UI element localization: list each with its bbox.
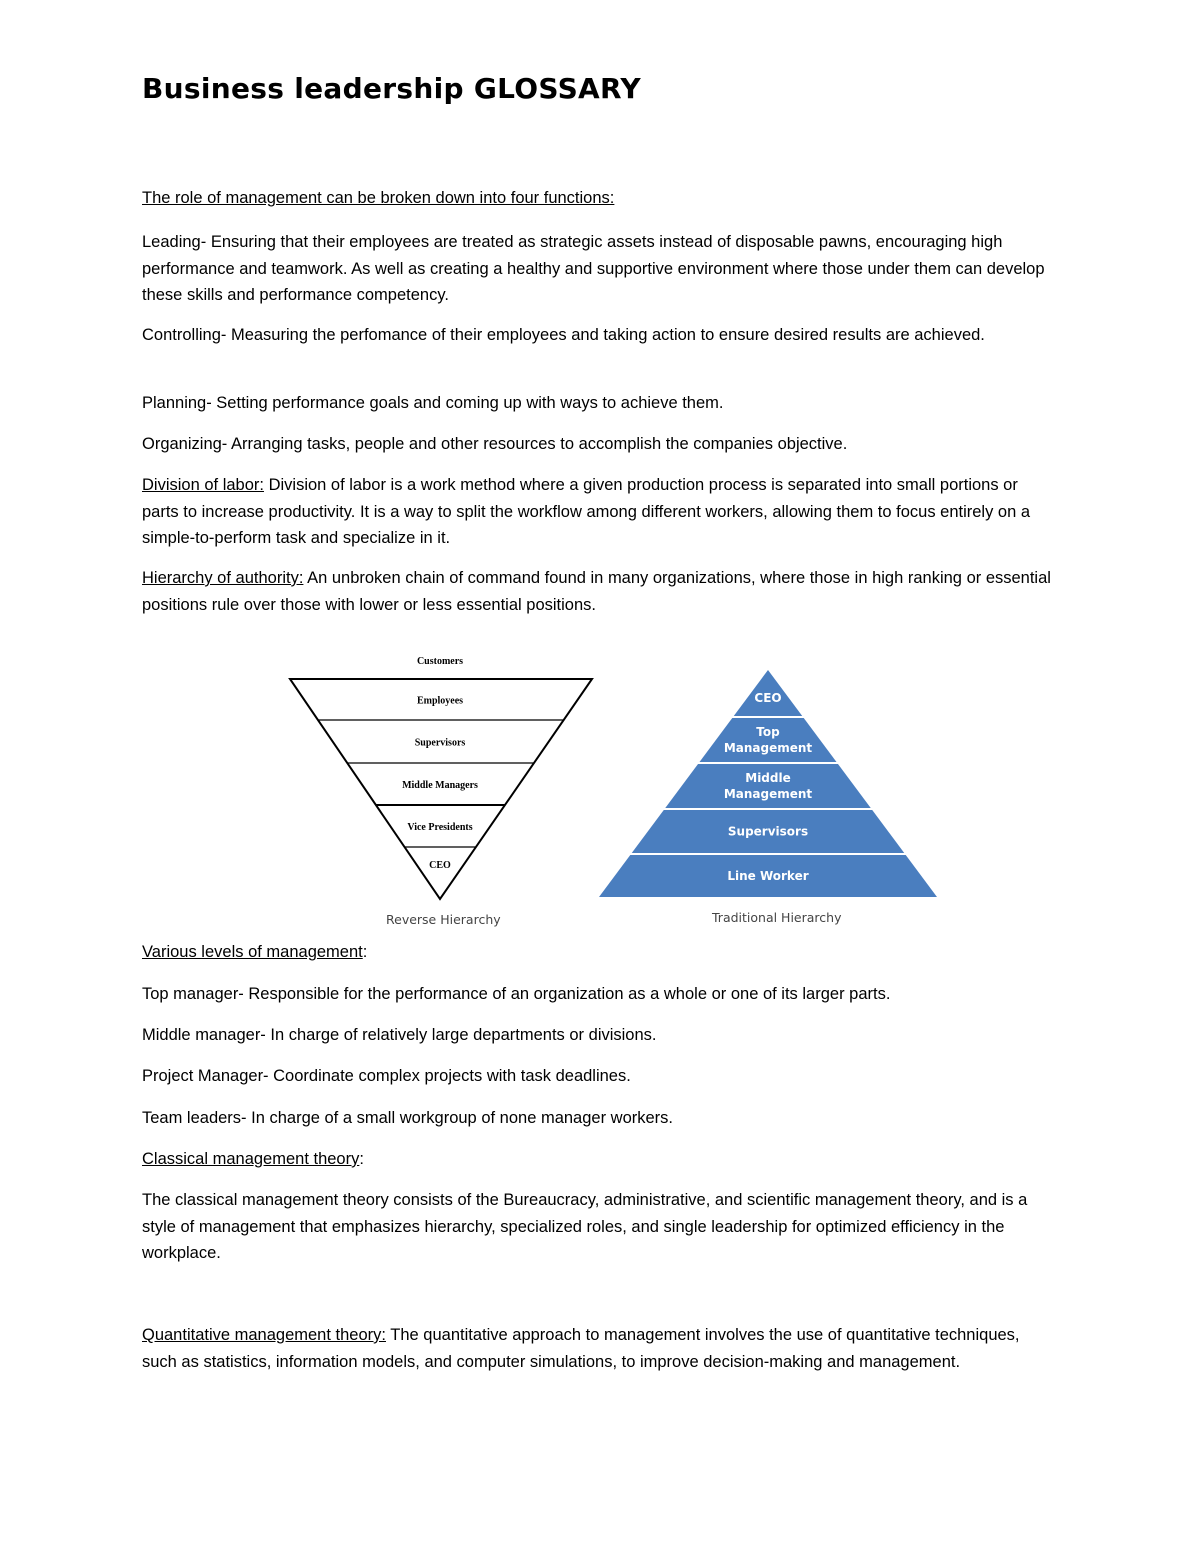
reverse-level-label: Employees xyxy=(416,695,464,707)
reverse-level-label: Middle Managers xyxy=(402,780,478,791)
levels-heading xyxy=(142,939,1057,966)
reverse-top-label: Customers xyxy=(416,656,464,667)
level-top-manager: Top manager- Responsible for the performance of an organization as a whole or one of its larger parts. xyxy=(142,985,891,1003)
term-planning: Planning- xyxy=(142,394,212,412)
traditional-level-label: Middle xyxy=(745,771,791,785)
reverse-level-label: CEO xyxy=(429,860,451,871)
traditional-level-label: CEO xyxy=(754,691,782,705)
levels-heading-suffix: : xyxy=(362,943,368,961)
definition-controlling: Measuring the perfomance of their employees and taking action to ensure desired results are achieved. xyxy=(226,326,985,344)
level-middle-manager: Middle manager- In charge of relatively large departments or divisions. xyxy=(142,1026,657,1044)
hierarchy-of-authority xyxy=(142,565,1057,618)
term-controlling: Controlling- xyxy=(142,326,227,344)
traditional-caption: Traditional Hierarchy xyxy=(712,910,842,925)
term-quantitative: Quantitative management theory: xyxy=(142,1326,386,1344)
intro-heading: The role of management can be broken down into four functions: xyxy=(142,189,615,207)
traditional-level-label: Supervisors xyxy=(727,824,809,839)
term-leading: Leading- xyxy=(142,233,207,251)
classical-heading-term: Classical management theory xyxy=(142,1150,360,1168)
traditional-hierarchy-diagram xyxy=(596,668,941,900)
level-team-leaders: Team leaders- In charge of a small workgroup of none manager workers. xyxy=(142,1109,674,1127)
term-organizing: Organizing- xyxy=(142,435,228,453)
document-title: Business leadership GLOSSARY xyxy=(142,72,641,105)
traditional-level-label: Management xyxy=(723,741,813,755)
levels-heading-term: Various levels of management xyxy=(142,943,363,961)
classical-heading xyxy=(142,1146,1057,1173)
reverse-level-label: Vice Presidents xyxy=(407,822,473,833)
level-project-manager: Project Manager- Coordinate complex projects with task deadlines. xyxy=(142,1067,631,1085)
function-planning xyxy=(142,390,1057,417)
term-division-of-labor: Division of labor: xyxy=(142,476,264,494)
term-hierarchy-of-authority: Hierarchy of authority: xyxy=(142,569,304,587)
definition-planning: Setting performance goals and coming up with ways to achieve them. xyxy=(211,394,724,412)
definition-leading: Ensuring that their employees are treated as strategic assets instead of disposable pawns, encouraging high performance and teamwork. As well as creating a healthy and supportive environment where those under them can develop these skills and performance competency. xyxy=(142,233,1045,304)
traditional-level-label: Top xyxy=(756,725,780,739)
definition-division-of-labor: Division of labor is a work method where a given production process is separated into small portions or parts to increase productivity. It is a way to split the workflow among different workers, allowing them to focus entirely on a simple-to-perform task and specialize in it. xyxy=(142,476,1031,547)
division-of-labor xyxy=(142,472,1057,552)
definition-hierarchy-of-authority: An unbroken chain of command found in many organizations, where those in high ranking or essential positions rule over those with lower or less essential positions. xyxy=(142,569,1051,614)
reverse-level-label: Supervisors xyxy=(414,737,466,749)
definition-quantitative: The quantitative approach to management involves the use of quantitative techniques, such as statistics, information models, and computer simulations, to improve decision-making and management. xyxy=(142,1326,1020,1371)
classical-definition: The classical management theory consists of the Bureaucracy, administrative, and scientific management theory, and is a style of management that emphasizes hierarchy, specialized roles, and single leadership for optimized efficiency in the workplace. xyxy=(142,1191,1028,1262)
traditional-level-label: Management xyxy=(723,787,813,801)
quantitative-theory xyxy=(142,1322,1057,1375)
definition-organizing: Arranging tasks, people and other resources to accomplish the companies objective. xyxy=(227,435,848,453)
function-organizing xyxy=(142,431,1057,458)
reverse-caption: Reverse Hierarchy xyxy=(386,912,501,927)
reverse-hierarchy-diagram xyxy=(280,645,610,905)
traditional-level-label: Line Worker xyxy=(727,869,809,883)
classical-heading-suffix: : xyxy=(359,1150,364,1168)
function-leading xyxy=(142,229,1057,309)
function-controlling xyxy=(142,322,1057,349)
